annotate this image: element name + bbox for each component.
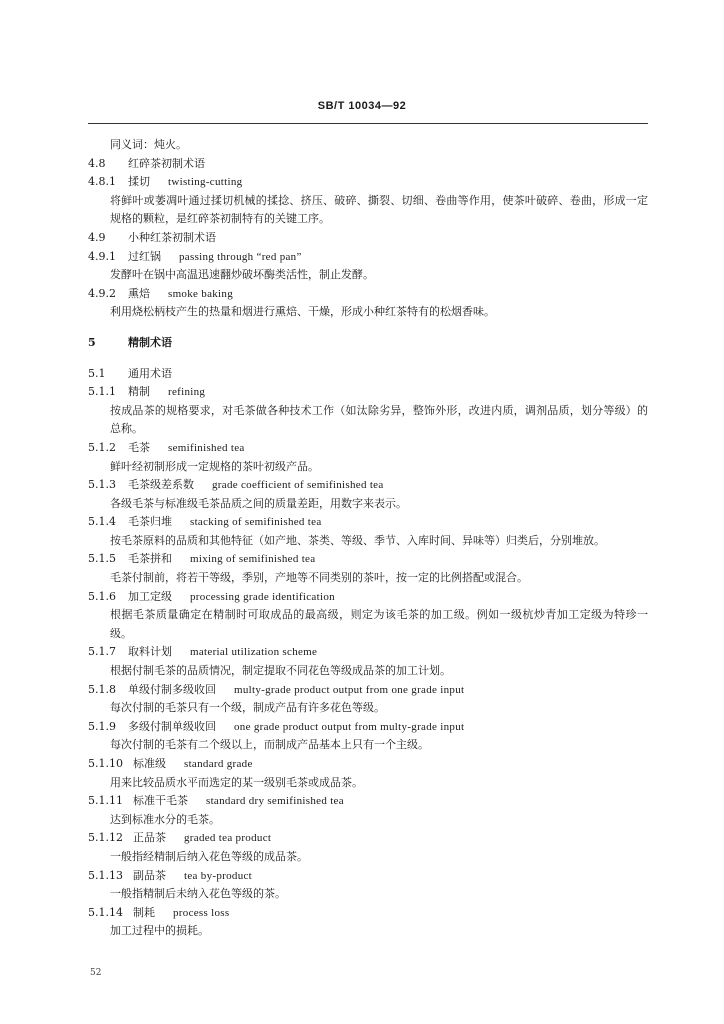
standard-code-header: SB/T 10034—92	[317, 100, 407, 112]
term-definition: 根据付制毛茶的品质情况，制定提取不同花色等级成品茶的加工计划。	[110, 664, 451, 678]
term-4-9-1	[88, 248, 648, 267]
term-4-9-2	[88, 285, 648, 304]
term-4-8-1	[88, 173, 648, 192]
section-number: 4.9	[88, 230, 106, 244]
section-4-9	[88, 229, 648, 248]
section-title: 红碎茶初制术语	[128, 156, 205, 170]
term-5-1-14	[88, 904, 648, 923]
term-5-1-7	[88, 643, 648, 662]
term-number: 5.1.6	[88, 589, 116, 603]
term-en: graded tea product	[184, 832, 272, 845]
term-definition: 加工过程中的损耗。	[110, 924, 209, 938]
term-en: mixing of semifinished tea	[190, 553, 316, 566]
term-definition: 按成品茶的规格要求，对毛茶做各种技术工作（如汰除劣异，整饰外形，改进内质，调剂品质，划分等级）的总称。	[110, 403, 648, 436]
section-4-8	[88, 155, 648, 174]
section-5	[88, 334, 648, 353]
term-number: 5.1.7	[88, 645, 116, 659]
term-5-1-10	[88, 755, 648, 774]
term-en: refining	[168, 386, 206, 399]
term-en: one grade product output from multy-grade input	[234, 720, 465, 733]
term-definition: 将鲜叶或萎凋叶通过揉切机械的揉捻、挤压、破碎、撕裂、切细、卷曲等作用，使茶叶破碎、卷曲，形成一定规格的颗粒，是红碎茶初制特有的关键工序。	[110, 193, 648, 226]
term-definition: 各级毛茶与标准级毛茶品质之间的质量差距，用数字来表示。	[110, 496, 407, 510]
term-5-1-6	[88, 588, 648, 607]
term-number: 5.1.14	[88, 905, 123, 919]
term-number: 4.9.1	[88, 249, 116, 263]
term-cn: 标准级	[133, 757, 166, 770]
term-definition: 按毛茶原料的品质和其他特征（如产地、茶类、等级、季节、入库时间、异味等）归类后，分别堆放。	[110, 533, 605, 547]
term-en: grade coefficient of semifinished tea	[212, 479, 384, 492]
term-5-1-3	[88, 476, 648, 495]
term-en: multy-grade product output from one grade input	[234, 683, 465, 696]
term-number: 5.1.3	[88, 478, 116, 492]
section-spacer	[88, 353, 648, 365]
term-number: 5.1.2	[88, 440, 116, 454]
term-number: 5.1.10	[88, 757, 123, 770]
term-number: 5.1.8	[88, 682, 116, 696]
term-5-1-4	[88, 513, 648, 532]
term-cn: 熏焙	[128, 286, 150, 300]
term-definition: 一般指经精制后纳入花色等级的成品茶。	[110, 849, 308, 863]
term-number: 5.1.11	[88, 794, 123, 808]
section-number: 5	[88, 335, 96, 349]
term-cn: 标准干毛茶	[133, 794, 188, 808]
term-cn: 过红锅	[128, 249, 161, 263]
term-en: semifinished tea	[168, 441, 245, 454]
term-5-1-8	[88, 681, 648, 700]
term-en: process loss	[173, 906, 230, 919]
term-definition: 用来比较品质水平而选定的某一级别毛茶或成品茶。	[110, 775, 363, 789]
term-5-1-9	[88, 718, 648, 737]
term-number: 4.9.2	[88, 286, 116, 300]
term-en: material utilization scheme	[190, 646, 318, 659]
section-number: 5.1	[88, 366, 106, 380]
term-number: 5.1.13	[88, 868, 123, 882]
term-cn: 正品茶	[133, 831, 166, 845]
header-rule	[88, 123, 648, 124]
term-5-1-5	[88, 550, 648, 569]
document-body	[88, 136, 648, 941]
term-definition: 鲜叶经初制形成一定规格的茶叶初级产品。	[110, 459, 319, 473]
term-cn: 毛茶	[128, 440, 150, 454]
section-title: 通用术语	[128, 366, 172, 380]
term-cn: 多级付制单级收回	[128, 719, 216, 733]
term-number: 4.8.1	[88, 175, 116, 189]
term-cn: 揉切	[128, 175, 150, 189]
section-spacer	[88, 322, 648, 334]
term-cn: 精制	[128, 385, 150, 399]
term-definition: 毛茶付制前，将若干等级，季别，产地等不同类别的茶叶，按一定的比例搭配或混合。	[110, 571, 528, 585]
term-number: 5.1.1	[88, 385, 116, 399]
term-number: 5.1.9	[88, 719, 116, 733]
term-cn: 毛茶归堆	[128, 515, 172, 529]
term-5-1-12	[88, 829, 648, 848]
term-en: passing through “red pan”	[179, 250, 302, 263]
term-definition: 利用烧松柄枝产生的热量和烟进行熏焙、干燥，形成小种红茶特有的松烟香味。	[110, 305, 495, 319]
term-definition: 根据毛茶质量确定在精制时可取成品的最高级，则定为该毛茶的加工级。例如一级杭炒青加工定级为特珍一级。	[110, 608, 648, 640]
term-5-1-2	[88, 439, 648, 458]
term-en: stacking of semifinished tea	[190, 516, 322, 529]
term-definition: 一般指精制后未纳入花色等级的茶。	[110, 887, 286, 901]
term-cn: 制耗	[133, 905, 155, 919]
term-definition: 每次付制的毛茶有二个级以上，而制成产品基本上只有一个主级。	[110, 738, 429, 752]
page-number: 52	[90, 968, 102, 978]
term-5-1-1	[88, 383, 648, 402]
term-cn: 毛茶拼和	[128, 552, 172, 566]
term-number: 5.1.4	[88, 515, 116, 529]
term-en: standard dry semifinished tea	[206, 795, 344, 808]
term-en: processing grade identification	[190, 590, 335, 603]
term-en: standard grade	[184, 758, 253, 770]
term-cn: 取料计划	[128, 645, 172, 659]
term-cn: 加工定级	[128, 589, 172, 603]
section-title: 小种红茶初制术语	[128, 230, 216, 244]
term-number: 5.1.12	[88, 831, 123, 845]
term-cn: 副品茶	[133, 868, 166, 882]
section-title: 精制术语	[128, 335, 172, 349]
term-en: tea by-product	[184, 869, 253, 882]
term-5-1-13	[88, 867, 648, 886]
term-5-1-11	[88, 792, 648, 811]
section-number: 4.8	[88, 156, 106, 170]
section-5-1	[88, 365, 648, 384]
continuation-text: 同义词：炖火。	[110, 138, 187, 151]
term-cn: 毛茶级差系数	[128, 478, 194, 492]
term-definition: 发酵叶在锅中高温迅速翻炒破坏酶类活性，制止发酵。	[110, 268, 374, 282]
term-number: 5.1.5	[88, 552, 116, 566]
term-definition: 达到标准水分的毛茶。	[110, 812, 220, 826]
term-definition: 每次付制的毛茶只有一个级，制成产品有许多花色等级。	[110, 701, 385, 715]
term-cn: 单级付制多级收回	[128, 682, 216, 696]
term-en: twisting-cutting	[168, 176, 243, 189]
term-en: smoke baking	[168, 287, 234, 300]
